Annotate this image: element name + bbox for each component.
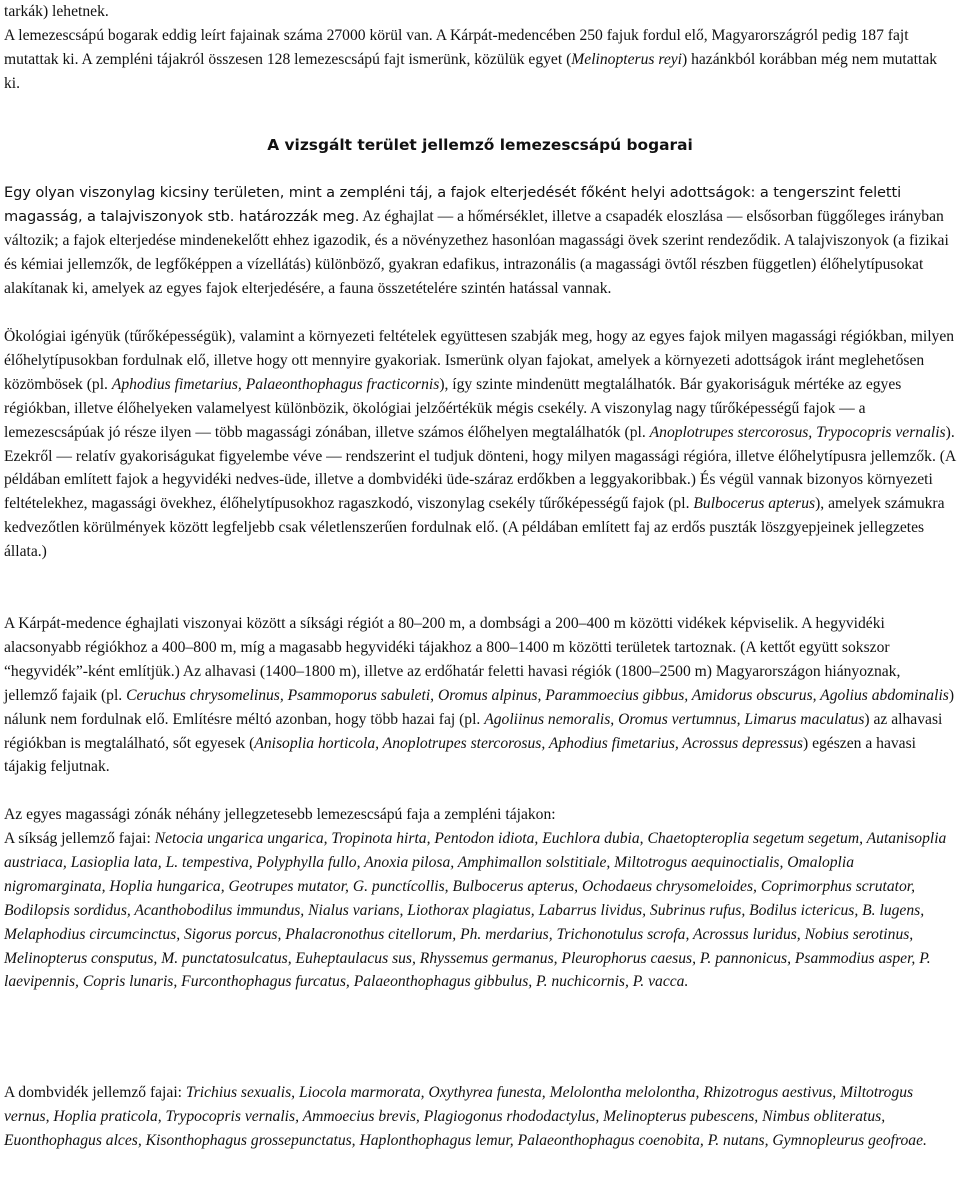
paragraph-ecology bbox=[4, 325, 956, 564]
text-run: ) az alhavasi régiókban is megtalálható, sőt egyesek ( bbox=[4, 710, 943, 752]
section-heading: A vizsgált terület jellemző lemezescsápú bogarai bbox=[267, 136, 693, 154]
species-list: Netocia ungarica ungarica, Tropinota hirta, Pentodon idiota, Euchlora dubia, Chaetopteroplia segetum segetum, Autanisoplia austriaca, Lasioplia lata, L. tempestiva, Polyphylla fullo, Anoxia pilosa, Amphimallon solstitiale, Miltotrogus aequinoctialis, Omaloplia nigromarginata, Hoplia hungarica, Geotrupes mutator, G. punctícollis, Bulbocerus apterus, Ochodaeus chrysomeloides, Coprimorphus scrutator, Bodilopsis sordidus, Acanthobodilus immundus, Nialus varians, Liothorax plagiatus, Labarrus lividus, Subrinus rufus, Bodilus ictericus, B. lugens, Melaphodius circumcinctus, Sigorus porcus, Phalacronothus citellorum, Ph. merdarius, Trichonotulus scrofa, Acrossus luridus, Nobius serotinus, Melinopterus consputus, M. punctatosulcatus, Euheptaulacus sus, Rhyssemus germanus, Pleurophorus caesus, P. pannonicus, Psammodius asper, P. laevipennis, Copris lunaris, Furconthophagus furcatus, Palaeonthophagus gibbulus, P. nuchicornis, P. vacca. bbox=[4, 830, 947, 991]
text-run: Az éghajlat — a hőmérséklet, illetve a csapadék eloszlása — elsősorban függőleges irányban változik; a fajok elterjedése mindenekelőtt ehhez igazodik, és a növényzethez hasonlóan magassági övek szerint rendeződik. A talajviszonyok (a fizikai és kémiai jellemzők, de legfőképpen a vízellátás) különböző, gyakran edafikus, intrazonális (a magassági övtől részben független) élőhelytípusokat alakítanak ki, amelyek az egyes fajok elterjedésére, a fauna összetételére szintén hatással vannak. bbox=[4, 207, 949, 297]
text-run: ) egészen a havasi tájakig feljutnak. bbox=[4, 734, 916, 776]
paragraph-zones-intro bbox=[4, 803, 956, 827]
text-run: A Kárpát-medence éghajlati viszonyai között a síksági régiót a 80–200 m, a dombsági a 200–400 m közötti vidékek képviselik. A hegyvidéki alacsonyabb régiókhoz a 400–800 m, míg a magasabb hegyvidéki tájakhoz a 800–1400 m közötti területek tartoznak. (A kettőt együtt sokszor “hegyvidék”-ként említjük.) Az alhavasi (1400–1800 m), illetve az erdőhatár feletti havasi régiók (1800–2500 m) Magyarországon hiányoznak, jellemző fajaik (pl. bbox=[4, 615, 901, 704]
text-run: ), így szinte mindenütt megtalálhatók. Bár gyakoriságuk mértéke az egyes régiókban, illetve élőhelyeken valamelyest különbözik, ökológiai jelzőértékük mégis csekély. A viszonylag nagy tűrőképességű fajok — a lemezescsápúak jó része ilyen — több magassági zónában, illetve számos élőhelyen megtalálhatók (pl. bbox=[4, 375, 902, 441]
species-name: Melinopterus reyi bbox=[571, 50, 682, 68]
text-run: A lemezescsápú bogarak eddig leírt fajainak száma 27000 körül van. A Kárpát-medencében 250 fajuk fordul elő, Magyarországról pedig 187 fajt mutattak ki. A zempléni tájakról összesen 128 lemezescsápú fajt ismerünk, közülük egyet ( bbox=[4, 27, 909, 68]
text-run: ), amelyek számukra kedvezőtlen körülmények között legfeljebb csak véletlenszerűen fordulnak elő. (A példában említett faj az erdős puszták löszgyepjeinek jellegzetes állata.) bbox=[4, 495, 945, 561]
text-fragment: tarkák) lehetnek. bbox=[4, 3, 109, 20]
text-run: ) hazánkból korábban még nem mutattak ki. bbox=[4, 50, 938, 92]
list-label: A dombvidék jellemző fajai: bbox=[4, 1084, 186, 1101]
species-name: Anoplotrupes stercorosus, Trypocopris vernalis bbox=[649, 423, 946, 441]
paragraph-species-count bbox=[4, 24, 956, 96]
paragraph-climate bbox=[4, 612, 956, 779]
text-run: ) nálunk nem fordulnak elő. Említésre méltó azonban, hogy több hazai faj (pl. bbox=[4, 686, 955, 728]
paragraph-hill-species bbox=[4, 1081, 956, 1153]
text-run: Ökológiai igényük (tűrőképességük), valamint a környezeti feltételek együttesen szabják meg, hogy az egyes fajok milyen magassági régiókban, milyen élőhelytípusokban fordulnak elő, illetve hogy ott mennyire gyakoriak. Ismerünk olyan fajokat, amelyek a környezeti adottságok iránt meglehetősen közömbösek (pl. bbox=[4, 328, 955, 393]
species-list: Trichius sexualis, Liocola marmorata, Oxythyrea funesta, Melolontha melolontha, Rhizotrogus aestivus, Miltotrogus vernus, Hoplia praticola, Trypocopris vernalis, Ammoecius brevis, Plagiogonus rhododactylus, Melinopterus pubescens, Nimbus obliteratus, Euonthophagus alces, Kisonthophagus grossepunctatus, Haplonthophagus lemur, Palaeonthophagus coenobita, P. nutans, Gymnopleurus geofroae. bbox=[4, 1084, 927, 1149]
species-name: Agoliinus nemoralis, Oromus vertumnus, Limarus maculatus bbox=[484, 710, 865, 728]
species-name: Bulbocerus apterus bbox=[693, 495, 816, 513]
paragraph-terrain bbox=[4, 181, 956, 301]
text-run: ). Ezekről — relatív gyakoriságukat figyelembe véve — rendszerint el tudjuk dönteni, hogy milyen magassági régióra, illetve élőhelytípusra jellemzők. (A példában említett fajok a hegyvidéki nedves-üde, illetve a dombvidéki üde-száraz erdőkben a leggyakoribbak.) És végül vannak bizonyos környezeti feltételekhez, magassági övekhez, élőhelytípusokhoz ragaszkodó, viszonylag csekély tűrőképességű fajok (pl. bbox=[4, 423, 956, 513]
text-run: Egy olyan viszonylag kicsiny területen, mint a zempléni táj, a fajok elterjedését főként helyi adottságok: a tengerszint feletti magasság, a talajviszonyok stb. határozzák meg. bbox=[4, 184, 902, 225]
text-run: Az egyes magassági zónák néhány jellegzetesebb lemezescsápú faja a zempléni tájakon: bbox=[4, 806, 556, 823]
paragraph-plain-species bbox=[4, 827, 956, 994]
list-label: A síkság jellemző fajai: bbox=[4, 830, 155, 847]
paragraph-fragment bbox=[4, 0, 956, 24]
species-name: Aphodius fimetarius, Palaeonthophagus fracticornis bbox=[111, 375, 440, 393]
species-name: Ceruchus chrysomelinus, Psammoporus sabuleti, Oromus alpinus, Parammoecius gibbus, Amidorus obscurus, Agolius abdominalis bbox=[126, 686, 949, 704]
species-name: Anisoplia horticola, Anoplotrupes stercorosus, Aphodius fimetarius, Acrossus depressus bbox=[254, 734, 803, 752]
